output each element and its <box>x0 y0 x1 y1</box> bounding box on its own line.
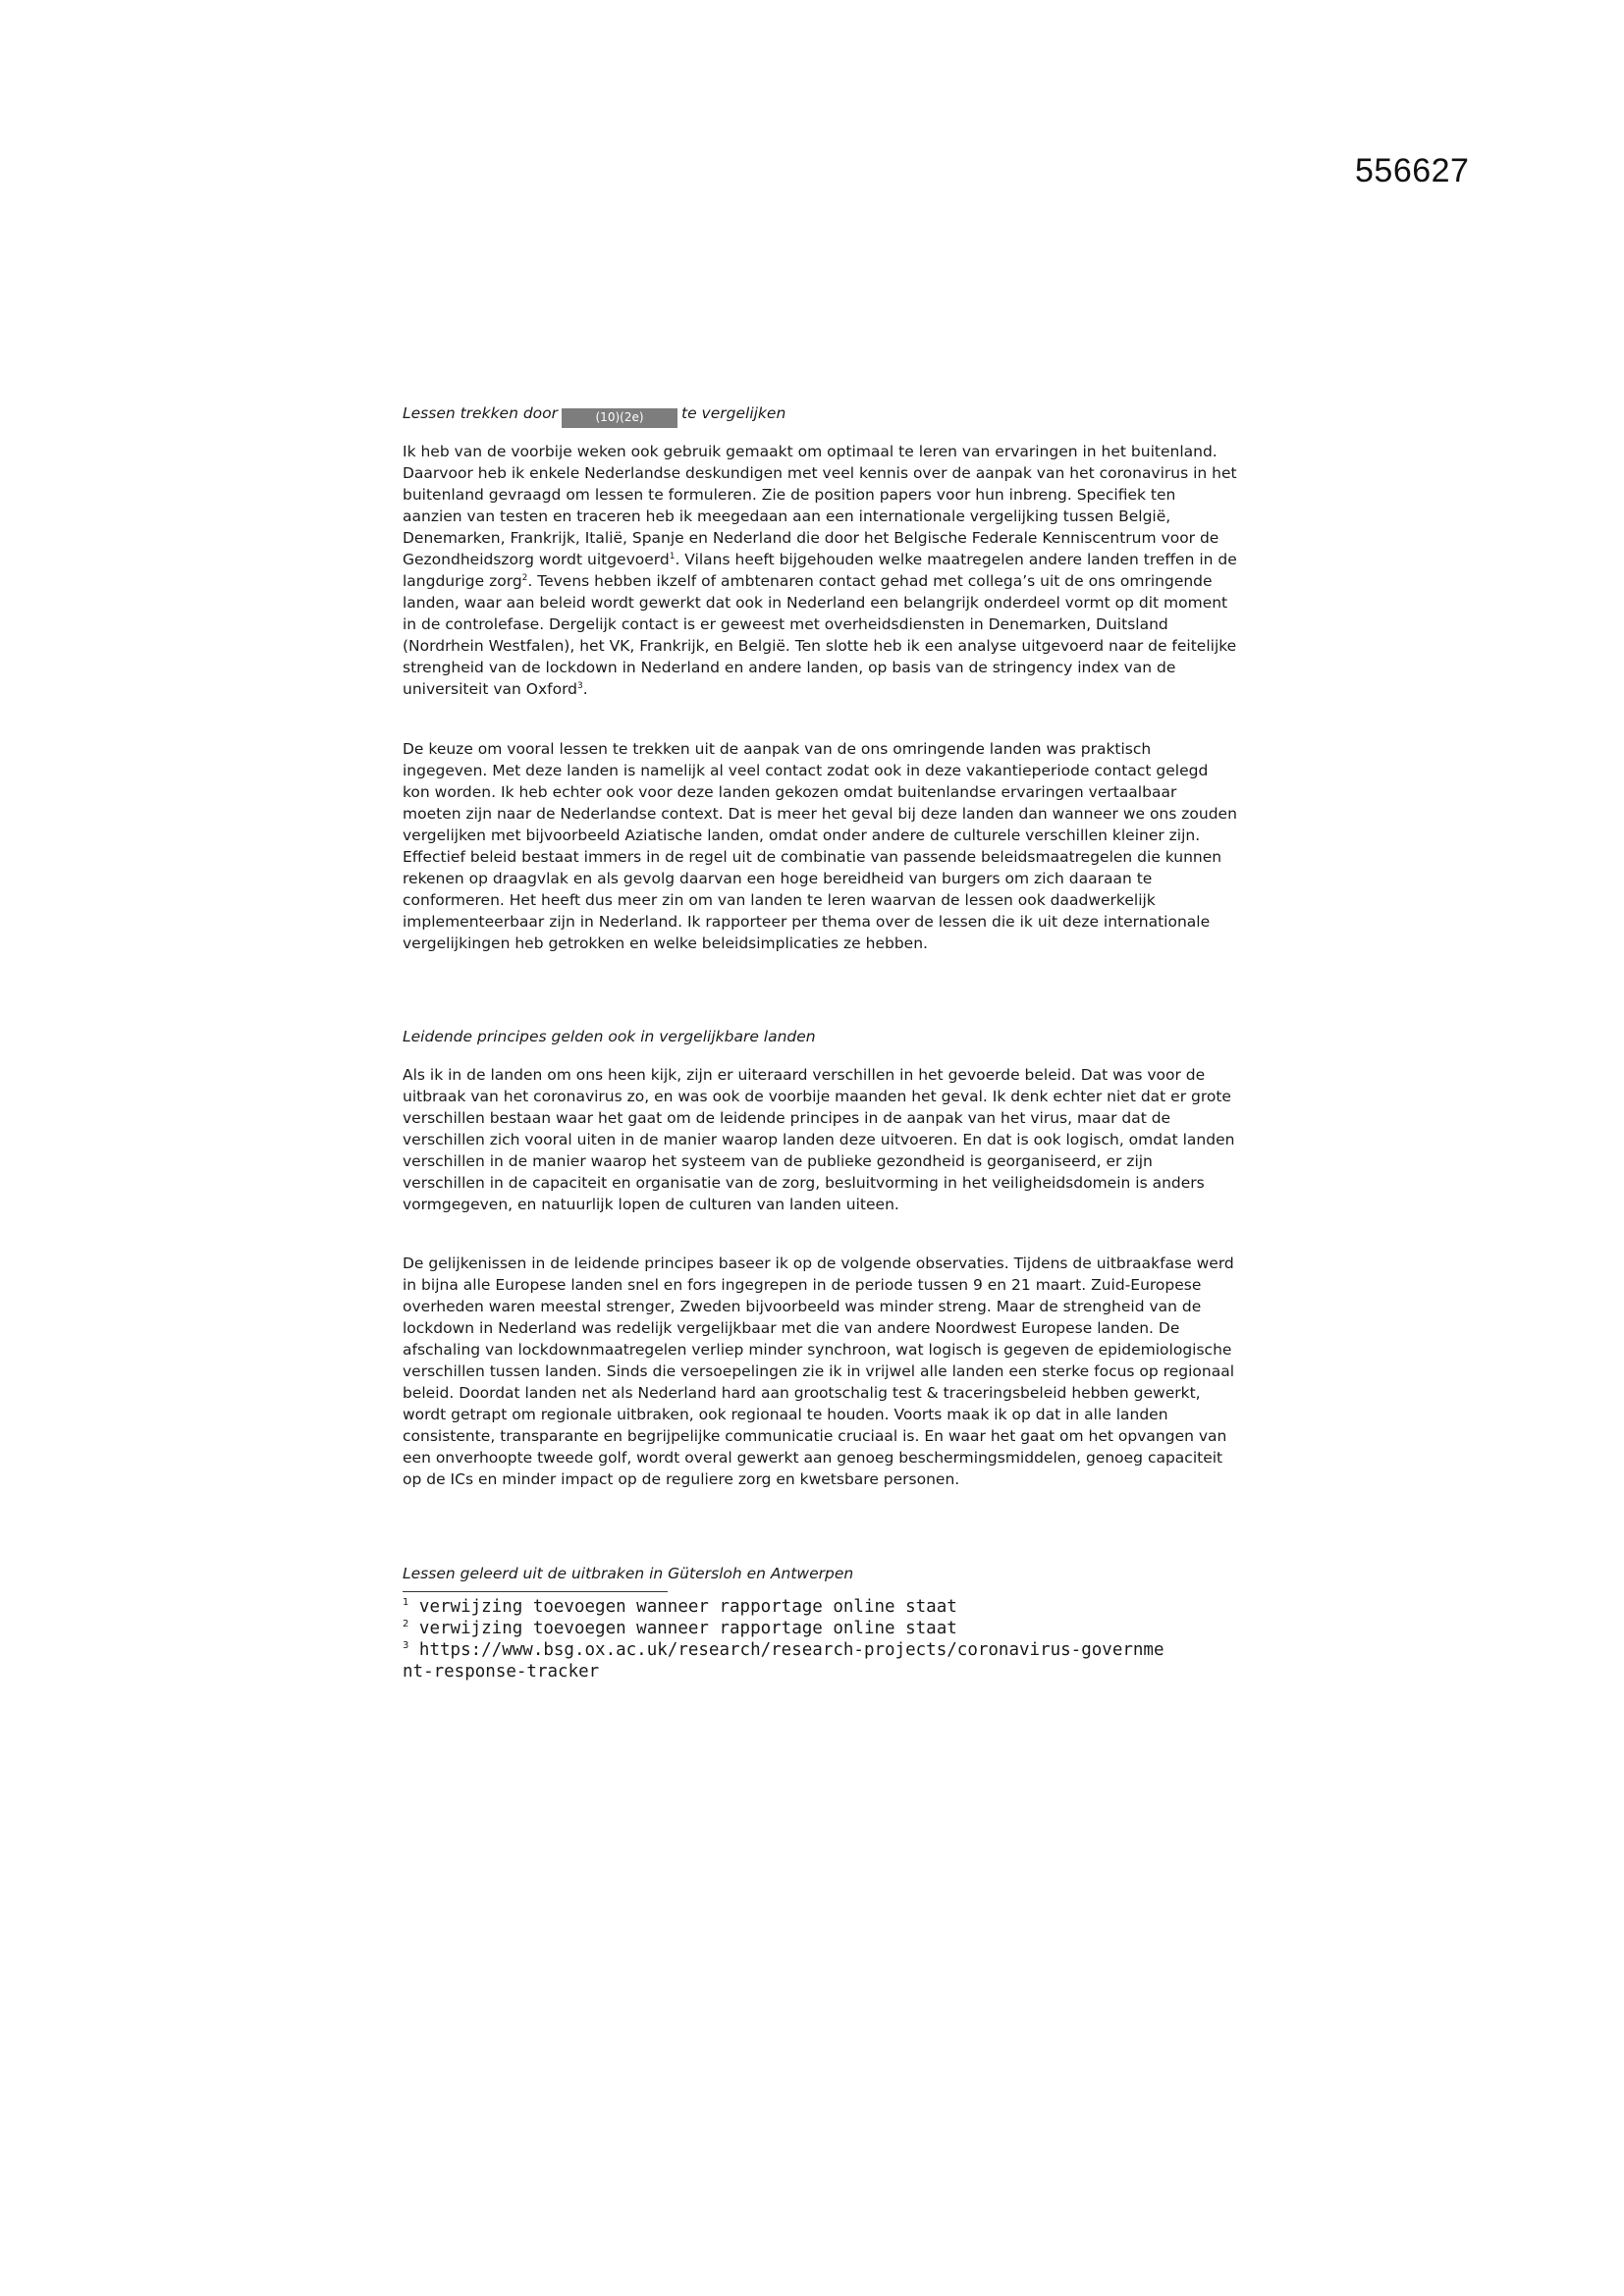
footnote-link[interactable]: https://www.bsg.ox.ac.uk/research/research-projects/coronavirus-government-response-tracker <box>403 1640 1164 1682</box>
footnote-ref-1: 1 <box>669 551 676 561</box>
section-heading-lessons <box>403 402 785 428</box>
footnote-1 <box>403 1596 1237 1618</box>
footnote-mark: 1 <box>403 1597 409 1609</box>
heading-text-after: te vergelijken <box>681 404 786 422</box>
footnote-2 <box>403 1618 1237 1639</box>
paragraph-text: . <box>582 680 588 698</box>
footnote-divider <box>403 1591 668 1592</box>
footnote-text: verwijzing toevoegen wanneer rapportage online staat <box>418 1597 957 1617</box>
footnote-text: verwijzing toevoegen wanneer rapportage online staat <box>418 1619 957 1638</box>
paragraph-text: . Tevens hebben ikzelf of ambtenaren contact gehad met collega’s uit de ons omringende landen, waar aan beleid wordt gewerkt dat ook in Nederland een belangrijk onderdeel vormt op dit moment in de controlefase. Dergelijk contact is er geweest met overheidsdiensten in Denemarken, Duitsland (Nordrhein Westfalen), het VK, Frankrijk, en België. Ten slotte heb ik een analyse uitgevoerd naar de feitelijke strengheid van de lockdown in Nederland en andere landen, op basis van de stringency index van de universiteit van Oxford <box>403 572 1237 698</box>
document-id: 556627 <box>1355 152 1470 189</box>
footnote-ref-2: 2 <box>521 572 528 583</box>
redaction-box: (10)(2e) <box>562 408 677 428</box>
footnote-ref-3: 3 <box>577 680 583 691</box>
section-heading-outbreaks: Lessen geleerd uit de uitbraken in Gütersloh en Antwerpen <box>403 1565 854 1582</box>
footnote-mark: 2 <box>403 1619 409 1630</box>
paragraph-similarities: De gelijkenissen in de leidende principes baseer ik op de volgende observaties. Tijdens de uitbraakfase werd in bijna alle Europese landen snel en fors ingegrepen in de periode tussen 9 en 21 maart. Zuid-Europese overheden waren meestal strenger, Zweden bijvoorbeeld was minder streng. Maar de strengheid van de lockdown in Nederland was redelijk vergelijkbaar met die van andere Noordwest Europese landen. De afschaling van lockdownmaatregelen verliep minder synchroon, wat logisch is gegeven de epidemiologische verschillen tussen landen. Sinds die versoepelingen zie ik in vrijwel alle landen een sterke focus op regionaal beleid. Doordat landen net als Nederland hard aan grootschalig test & traceringsbeleid hebben gewerkt, wordt getrapt om regionale uitbraken, ook regionaal te houden. Voorts maak ik op dat in alle landen consistente, transparante en begrijpelijke communicatie cruciaal is. En waar het gaat om het opvangen van een onverhoopte tweede golf, wordt overal gewerkt aan genoeg beschermingsmiddelen, genoeg capaciteit op de ICs en minder impact op de reguliere zorg en kwetsbare personen. <box>403 1255 1234 1488</box>
paragraph-neighbouring-countries: De keuze om vooral lessen te trekken uit de aanpak van de ons omringende landen was praktisch ingegeven. Met deze landen is namelijk al veel contact zodat ook in deze vakantieperiode contact gelegd kon worden. Ik heb echter ook voor deze landen gekozen omdat buitenlandse ervaringen vertaalbaar moeten zijn naar de Nederlandse context. Dat is meer het geval bij deze landen dan wanneer we ons zouden vergelijken met bijvoorbeeld Aziatische landen, omdat onder andere de culturele verschillen kleiner zijn. Effectief beleid bestaat immers in de regel uit de combinatie van passende beleidsmaatregelen die kunnen rekenen op draagvlak en als gevolg daarvan een hoge bereidheid van burgers om zich daaraan te conformeren. Het heeft dus meer zin om van landen te leren waarvan de lessen ook daadwerkelijk implementeerbaar zijn in Nederland. Ik rapporteer per thema over de lessen die ik uit deze internationale vergelijkingen heb getrokken en welke beleidsimplicaties ze hebben. <box>403 740 1237 952</box>
paragraph-text: Ik heb van de voorbije weken ook gebruik gemaakt om optimaal te leren van ervaringen in het buitenland. Daarvoor heb ik enkele Nederlandse deskundigen met veel kennis over de aanpak van het coronavirus in het buitenland gevraagd om lessen te formuleren. Zie de position papers voor hun inbreng. Specifiek ten aanzien van testen en traceren heb ik meegedaan aan een internationale vergelijking tussen België, Denemarken, Frankrijk, Italië, Spanje en Nederland die door het Belgische Federale Kenniscentrum voor de Gezondheidszorg wordt uitgevoerd <box>403 443 1237 568</box>
heading-text-before: Lessen trekken door <box>403 404 559 422</box>
paragraph-text: . Vilans heeft bijgehouden welke maatregelen andere landen treffen in de langdurige zorg <box>403 551 1237 590</box>
paragraph-policy-differences: Als ik in de landen om ons heen kijk, zijn er uiteraard verschillen in het gevoerde beleid. Dat was voor de uitbraak van het coronavirus zo, en was ook de voorbije maanden het geval. Ik denk echter niet dat er grote verschillen bestaan waar het gaat om de leidende principes in de aanpak van het virus, maar dat de verschillen zich vooral uiten in de manier waarop landen deze uitvoeren. En dat is ook logisch, omdat landen verschillen in de manier waarop het systeem van de publieke gezondheid is georganiseerd, er zijn verschillen in de capaciteit en organisatie van de zorg, besluitvorming in het veiligheidsdomein is anders vormgegeven, en natuurlijk lopen de culturen van landen uiteen. <box>403 1066 1235 1213</box>
paragraph-foreign-experience <box>403 441 1237 700</box>
footnote-3 <box>403 1639 1168 1682</box>
section-heading-principles: Leidende principes gelden ook in vergelijkbare landen <box>403 1028 816 1045</box>
footnote-mark: 3 <box>403 1640 409 1652</box>
